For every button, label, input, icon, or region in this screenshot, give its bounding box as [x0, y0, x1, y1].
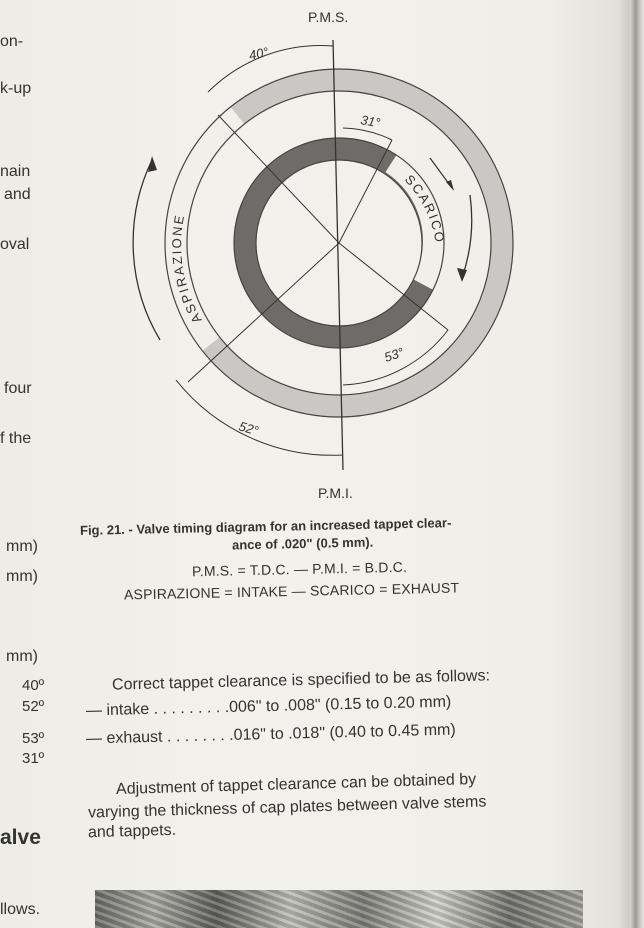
left-fragment: on- — [0, 33, 24, 50]
adjustment-line: varying the thickness of cap plates between valve stems — [87, 793, 487, 822]
left-fragment: mm) — [6, 568, 38, 585]
adjustment-line: Adjustment of tappet clearance can be obtained by — [115, 770, 477, 799]
left-fragment: four — [4, 380, 32, 397]
left-fragment: llows. — [0, 901, 41, 918]
figure-caption-line: P.M.S. = T.D.C. — P.M.I. = B.D.C. — [191, 558, 408, 580]
left-fragment: oval — [0, 236, 30, 253]
left-fragment: 31º — [22, 750, 45, 767]
intake-label: ASPIRAZIONE — [169, 212, 205, 326]
intake-rotation-arrow — [133, 160, 160, 340]
clearance-exhaust: — exhaust . . . . . . . .016" to .018" (0.40 to 0.45 mm) — [85, 721, 456, 748]
exhaust-rotation-arrow — [462, 195, 472, 278]
clearance-intake: — intake . . . . . . . . .006" to .008" (0.15 to 0.20 mm) — [85, 693, 452, 720]
figure-caption-line: ASPIRAZIONE = INTAKE — SCARICO = EXHAUST — [123, 579, 460, 603]
left-fragment: 40º — [22, 677, 45, 694]
left-fragment: mm) — [6, 648, 38, 665]
left-fragment: 53º — [22, 730, 45, 747]
adjustment-line: and tappets. — [87, 821, 177, 842]
diagram-label-bdc: P.M.I. — [318, 485, 353, 501]
timing-line — [188, 243, 339, 382]
diagram-label-tdc: P.M.S. — [308, 9, 349, 25]
left-fragment: and — [4, 186, 31, 203]
arrow-head-icon — [446, 180, 454, 191]
left-fragment: nain — [0, 163, 31, 180]
exhaust-label: SCARICO — [401, 171, 448, 246]
left-fragment: 52º — [22, 698, 45, 715]
left-fragment: f the — [0, 430, 32, 447]
angle-label-53: 53° — [382, 344, 406, 365]
left-fragment: k-up — [0, 80, 32, 97]
angle-label-40: 40° — [247, 44, 270, 63]
figure-caption-title-cont: ance of .020" (0.5 mm). — [231, 534, 374, 553]
arrow-head-icon — [457, 268, 467, 282]
engine-photo — [95, 890, 583, 928]
angle-label-31: 31° — [359, 112, 382, 131]
left-heading-fragment: alve — [0, 826, 41, 849]
arrow-head-icon — [148, 156, 157, 172]
angle-label-52: 52° — [237, 418, 261, 439]
clearance-heading: Correct tappet clearance is specified to be as follows: — [111, 667, 491, 694]
figure-caption-title: Fig. 21. - Valve timing diagram for an increased tappet clear- — [79, 515, 452, 538]
left-fragment: mm) — [6, 538, 38, 555]
